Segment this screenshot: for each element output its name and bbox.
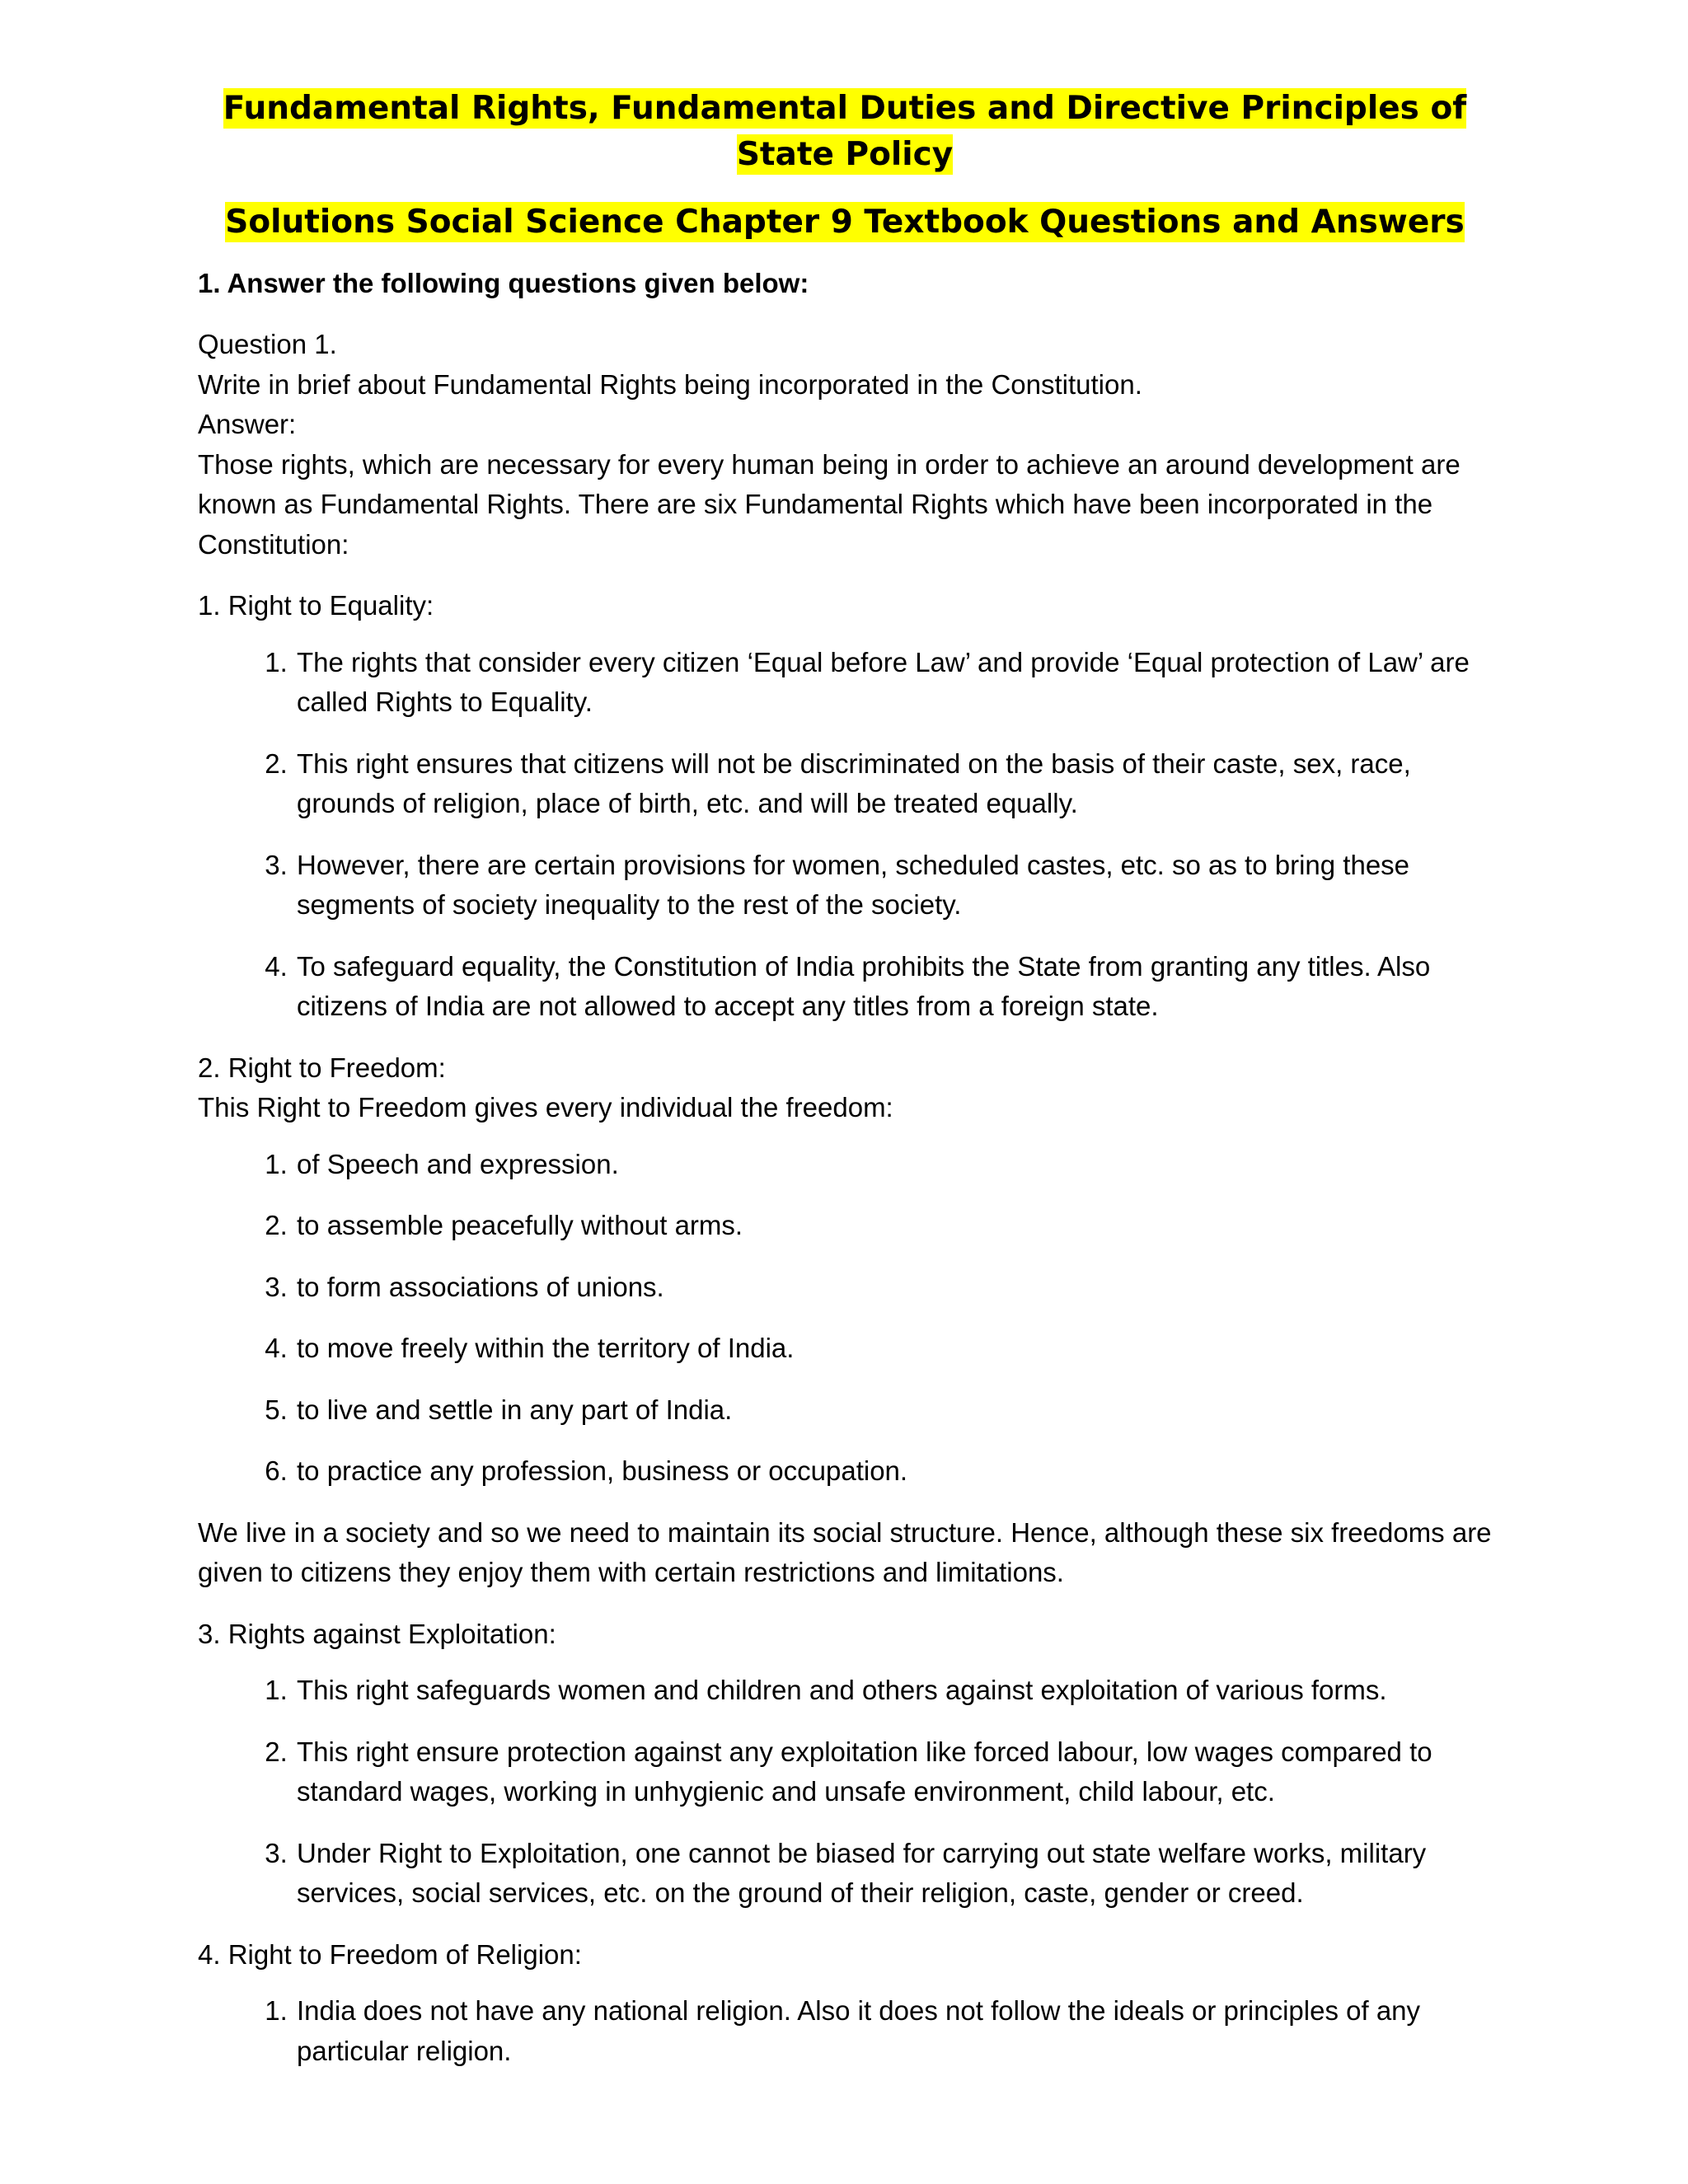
list-item: 2. This right ensure protection against any exploitation like forced labour, low wages compared to standard wages, working in unhygienic and unsafe environment, child labour, etc. [295,1732,1492,1812]
document-page [198,82,1492,2071]
right-religion-list [198,1991,1492,2071]
list-item: 6. to practice any profession, business or occupation. [295,1451,1492,1492]
right-equality-heading: 1. Right to Equality: [198,590,434,621]
right-freedom-block [198,1048,1492,1128]
list-item: 4. To safeguard equality, the Constitution of India prohibits the State from granting any titles. Also citizens of India are not allowed to accept any titles from a foreign state. [295,947,1492,1027]
right-freedom-heading: 2. Right to Freedom: [198,1052,446,1083]
list-item: 5. to live and settle in any part of India. [295,1390,1492,1431]
list-item: 3. However, there are certain provisions for women, scheduled castes, etc. so as to bring these segments of society inequality to the rest of the society. [295,846,1492,926]
right-religion-heading: 4. Right to Freedom of Religion: [198,1938,582,1970]
answer-intro: Those rights, which are necessary for every human being in order to achieve an around development are known as Fundamental Rights. There are six Fundamental Rights which have been incorporated in the Constitution: [198,448,1461,560]
list-item: 2. This right ensures that citizens will not be discriminated on the basis of their caste, sex, race, grounds of religion, place of birth, etc. and will be treated equally. [295,744,1492,824]
right-freedom-list [198,1145,1492,1492]
right-exploitation-heading: 3. Rights against Exploitation: [198,1618,556,1649]
question-text: Write in brief about Fundamental Rights being incorporated in the Constitution. [198,368,1142,400]
list-item: 1. of Speech and expression. [295,1145,1492,1185]
document-title-text: Fundamental Rights, Fundamental Duties and Directive Principles of State Policy [223,90,1467,173]
document-subtitle [198,199,1492,246]
document-subtitle-text: Solutions Social Science Chapter 9 Textbook Questions and Answers [225,204,1465,241]
list-item: 1. This right safeguards women and children and others against exploitation of various forms. [295,1671,1492,1711]
list-item: 1. The rights that consider every citizen ‘Equal before Law’ and provide ‘Equal protection of Law’ are called Rights to Equality. [295,643,1492,723]
document-title [198,86,1492,178]
list-item: 3. to form associations of unions. [295,1268,1492,1308]
question-label: Question 1. [198,329,337,359]
right-equality-list [198,643,1492,1027]
section-heading: 1. Answer the following questions given below: [198,268,809,298]
right-freedom-note: We live in a society and so we need to maintain its social structure. Hence, although these six freedoms are given to citizens they enjoy them with certain restrictions and limitations. [198,1516,1492,1587]
question-block [198,325,1492,565]
right-exploitation-list [198,1671,1492,1914]
right-freedom-intro: This Right to Freedom gives every individual the freedom: [198,1092,893,1122]
list-item: 1. India does not have any national religion. Also it does not follow the ideals or principles of any particular religion. [295,1991,1492,2071]
list-item: 2. to assemble peacefully without arms. [295,1206,1492,1246]
answer-label: Answer: [198,409,297,439]
list-item: 3. Under Right to Exploitation, one cannot be biased for carrying out state welfare works, military services, social services, etc. on the ground of their religion, caste, gender or creed. [295,1834,1492,1914]
list-item: 4. to move freely within the territory of India. [295,1329,1492,1369]
